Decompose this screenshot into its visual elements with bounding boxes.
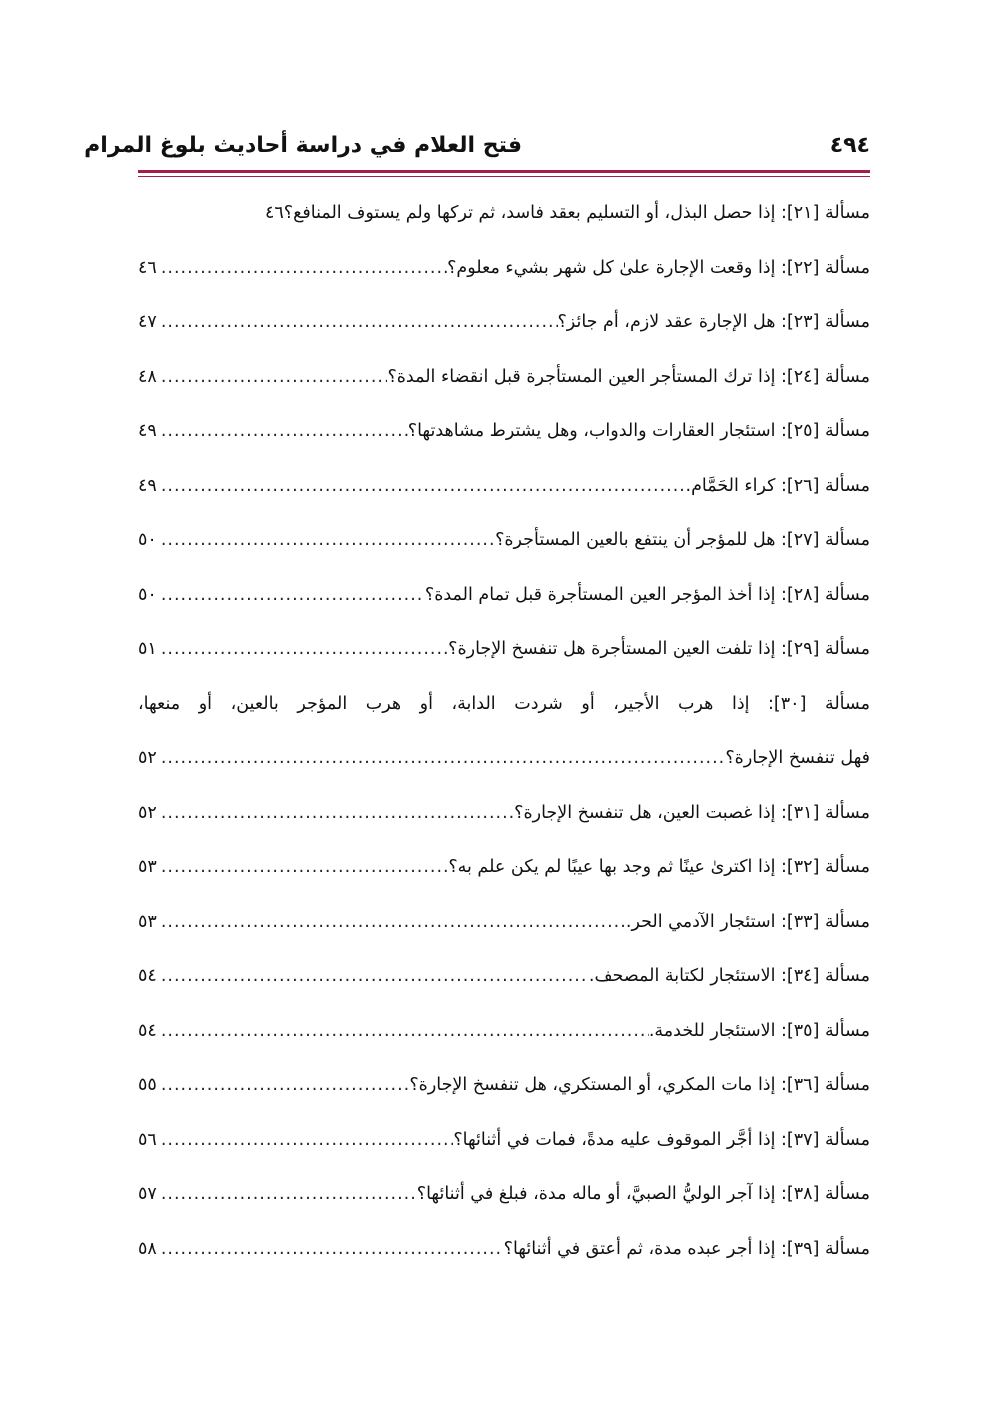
toc-entry	[138, 949, 870, 1004]
toc-entry-title: مسألة [٣٩]: إذا أجر عبده مدة، ثم أعتق في أثنائها؟	[503, 1238, 870, 1259]
toc-entry-page: ٥١	[138, 639, 157, 659]
toc-entry	[138, 1167, 870, 1222]
toc-entry-page: ٥٢	[138, 748, 157, 768]
toc-entry-title: مسألة [٢٤]: إذا ترك المستأجر العين المستأجرة قبل انقضاء المدة؟	[387, 366, 870, 387]
toc-entry-title: مسألة [٣٠]: إذا هرب الأجير، أو شردت الدابة، أو هرب المؤجر بالعين، أو منعها،	[138, 693, 870, 714]
toc-entry-page: ٤٧	[138, 312, 157, 332]
toc-entry-title: مسألة [٣٧]: إذا أجَّر الموقوف عليه مدةً، فمات في أثنائها؟	[453, 1129, 870, 1150]
header-rule-thick	[138, 170, 870, 173]
page-number: ٤٩٤	[829, 133, 870, 158]
toc-entry	[138, 513, 870, 568]
toc-dot-leader	[157, 513, 495, 568]
toc-dot-leader	[157, 1113, 454, 1168]
toc-entry-page: ٥٦	[138, 1129, 157, 1150]
toc-entry-page: ٤٦	[138, 257, 157, 278]
toc-entry	[138, 404, 870, 459]
toc-entry-page: ٥٤	[138, 1020, 157, 1041]
toc-entry-page: ٥٠	[138, 530, 157, 550]
toc-entry	[138, 895, 870, 950]
toc-entry-title: مسألة [٣٢]: إذا اكترىٰ عينًا ثم وجد بها عيبًا لم يكن علم به؟	[448, 857, 870, 877]
toc-entry-title: مسألة [٣٤]: الاستئجار لكتابة المصحف.	[588, 966, 870, 986]
toc-dot-leader	[157, 1058, 410, 1113]
page-header	[84, 128, 870, 164]
toc-entry	[138, 241, 870, 296]
toc-entry-page: ٥٢	[138, 802, 157, 823]
toc-dot-leader	[157, 241, 447, 296]
toc-entry-page: ٤٩	[138, 475, 157, 496]
toc-entry-page: ٥٣	[138, 911, 157, 932]
toc-dot-leader	[157, 840, 449, 895]
toc-entry-title: مسألة [٢٨]: إذا أخذ المؤجر العين المستأجرة قبل تمام المدة؟	[424, 584, 870, 605]
toc-dot-leader	[157, 949, 589, 1004]
toc-entry-continuation: فهل تنفسخ الإجارة؟	[725, 748, 870, 768]
toc-entry	[138, 1222, 870, 1277]
toc-dot-leader	[157, 404, 408, 459]
toc-dot-leader	[157, 1004, 649, 1059]
toc-entry-title: مسألة [٢٣]: هل الإجارة عقد لازم، أم جائز؟	[557, 312, 870, 332]
toc-entry-title: مسألة [٢٥]: استئجار العقارات والدواب، وهل يشترط مشاهدتها؟	[407, 421, 870, 441]
header-rule-thin	[138, 176, 870, 177]
toc-entry-title: مسألة [٢٩]: إذا تلفت العين المستأجرة هل تنفسخ الإجارة؟	[448, 639, 870, 659]
toc-entry	[138, 1058, 870, 1113]
toc-entry	[138, 350, 870, 405]
toc-dot-leader	[157, 731, 726, 786]
table-of-contents	[138, 186, 870, 1276]
toc-entry-page: ٤٨	[138, 366, 157, 387]
toc-entry-title: مسألة [٢٧]: هل للمؤجر أن ينتفع بالعين المستأجرة؟	[495, 530, 870, 550]
toc-entry-page: ٥٨	[138, 1238, 157, 1259]
toc-dot-leader	[157, 895, 626, 950]
toc-entry-title: مسألة [٢١]: إذا حصل البذل، أو التسليم بعقد فاسد، ثم تركها ولم يستوف المنافع؟	[283, 203, 870, 223]
toc-entry	[138, 840, 870, 895]
toc-dot-leader	[157, 1222, 504, 1277]
toc-entry-title: مسألة [٣١]: إذا غصبت العين، هل تنفسخ الإجارة؟	[514, 802, 870, 823]
toc-entry	[138, 568, 870, 623]
toc-entry-page: ٥٤	[138, 966, 157, 986]
toc-dot-leader	[157, 786, 514, 841]
toc-entry-page: ٥٧	[138, 1184, 157, 1204]
toc-entry	[138, 622, 870, 677]
toc-entry-title: مسألة [٢٦]: كراء الحَمَّام.	[685, 475, 870, 496]
toc-entry	[138, 1004, 870, 1059]
toc-entry-page: ٥٣	[138, 857, 157, 877]
toc-entry-title: مسألة [٢٢]: إذا وقعت الإجارة علىٰ كل شهر بشيء معلوم؟	[447, 257, 870, 278]
toc-entry-page: ٤٩	[138, 421, 157, 441]
toc-dot-leader	[157, 622, 448, 677]
toc-entry-title: مسألة [٣٣]: استئجار الآدمي الحر.	[625, 911, 870, 932]
running-title: فتح العلام في دراسة أحاديث بلوغ المرام	[84, 133, 522, 158]
toc-entry	[138, 459, 870, 514]
toc-entry	[138, 186, 870, 241]
toc-entry	[138, 295, 870, 350]
toc-entry-title: مسألة [٣٥]: الاستئجار للخدمة.	[648, 1020, 870, 1041]
toc-dot-leader	[157, 568, 425, 623]
toc-dot-leader	[157, 459, 686, 514]
toc-entry-page: ٤٦	[264, 203, 284, 223]
toc-entry-page: ٥٥	[138, 1075, 157, 1095]
toc-dot-leader	[157, 295, 558, 350]
toc-entry	[138, 1113, 870, 1168]
toc-entry-multiline	[138, 677, 870, 786]
toc-entry-title: مسألة [٣٦]: إذا مات المكري، أو المستكري، هل تنفسخ الإجارة؟	[409, 1075, 870, 1095]
toc-entry-title: مسألة [٣٨]: إذا آجر الوليُّ الصبيَّ، أو ماله مدة، فبلغ في أثنائها؟	[416, 1184, 870, 1204]
toc-dot-leader	[157, 350, 388, 405]
toc-dot-leader	[157, 1167, 417, 1222]
toc-entry-page: ٥٠	[138, 584, 157, 605]
toc-entry	[138, 786, 870, 841]
